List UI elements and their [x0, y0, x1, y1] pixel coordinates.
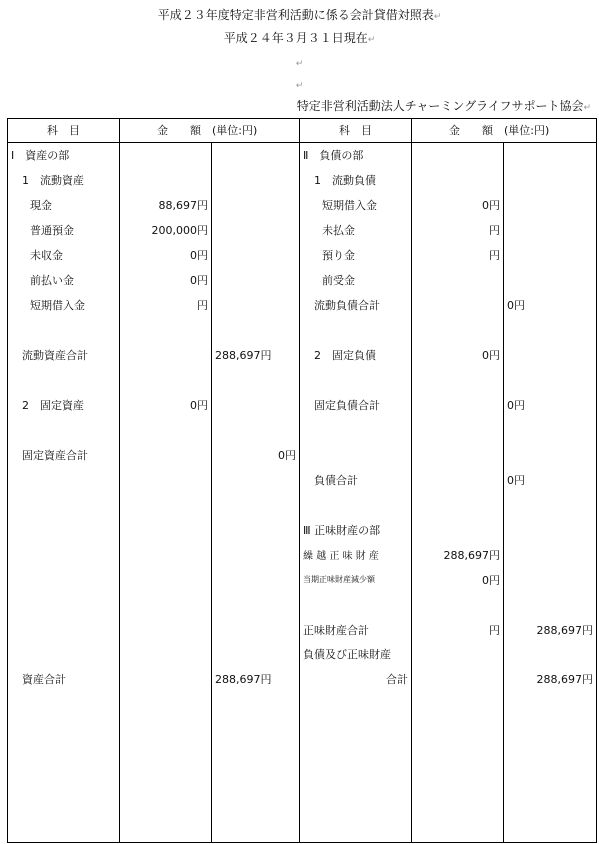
table-row [8, 392, 597, 417]
table-row [8, 492, 597, 517]
short-borrowing-value: 0円 [412, 193, 504, 218]
net-assets-total-value: 288,697円 [504, 617, 597, 642]
table-row [8, 567, 597, 592]
net-assets-total-label: 正味財産合計 [300, 617, 412, 642]
net-assets-decrease-value: 0円 [412, 567, 504, 592]
current-assets-total-value: 288,697円 [212, 343, 300, 368]
table-row [8, 742, 597, 767]
blank-line: ↵ [295, 59, 304, 69]
fixed-assets-total-value: 0円 [212, 442, 300, 467]
current-liabilities-heading: 1 流動負債 [300, 168, 412, 193]
table-row [8, 692, 597, 717]
fixed-liabilities-total-value: 0円 [504, 392, 597, 417]
table-row [8, 792, 597, 817]
unpaid-value: 円 [412, 218, 504, 243]
short-loan-value: 円 [120, 293, 212, 318]
net-assets-total-mid-value: 円 [412, 617, 504, 642]
balance-sheet-table [7, 118, 597, 843]
grand-total-label-line1: 負債及び正味財産 [300, 642, 412, 667]
fixed-assets-heading: 2 固定資産 [8, 392, 120, 417]
grand-total-label-line2: 合計 [300, 667, 412, 692]
assets-total-label: 資産合計 [8, 667, 120, 692]
document-date: 平成２４年３月３１日現在↵ [223, 31, 376, 45]
cash-label: 現金 [8, 193, 120, 218]
table-row [8, 617, 597, 642]
advance-received-label: 前受金 [300, 268, 412, 293]
receivable-value: 0円 [120, 243, 212, 268]
table-row [8, 417, 597, 442]
header-subject: 科 目 [300, 119, 412, 143]
current-liabilities-total-value: 0円 [504, 293, 597, 318]
cash-value: 88,697円 [120, 193, 212, 218]
fixed-assets-total-label: 固定資産合計 [8, 442, 120, 467]
short-borrowing-label: 短期借入金 [300, 193, 412, 218]
carried-net-assets-label: 繰 越 正 味 財 産 [300, 542, 412, 567]
fixed-assets-value: 0円 [120, 392, 212, 417]
prepaid-label: 前払い金 [8, 268, 120, 293]
table-row [8, 293, 597, 318]
table-row [8, 142, 597, 167]
table-row [8, 767, 597, 792]
table-row [8, 592, 597, 617]
short-loan-label: 短期借入金 [8, 293, 120, 318]
current-liabilities-total-label: 流動負債合計 [300, 293, 412, 318]
table-row [8, 717, 597, 742]
receivable-label: 未収金 [8, 243, 120, 268]
table-row [8, 368, 597, 393]
table-row [8, 517, 597, 542]
table-row [8, 168, 597, 193]
carried-net-assets-value: 288,697円 [412, 542, 504, 567]
liabilities-total-label: 負債合計 [300, 467, 412, 492]
fixed-liabilities-value: 0円 [412, 343, 504, 368]
net-assets-decrease-label: 当期正味財産減少額 [300, 567, 412, 592]
prepaid-value: 0円 [120, 268, 212, 293]
deposits-received-label: 預り金 [300, 243, 412, 268]
net-assets-section: Ⅲ 正味財産の部 [300, 517, 412, 542]
table-row [8, 193, 597, 218]
current-assets-heading: 1 流動資産 [8, 168, 120, 193]
deposit-label: 普通預金 [8, 218, 120, 243]
liabilities-section: Ⅱ 負債の部 [300, 142, 412, 167]
table-row [8, 817, 597, 843]
assets-section: Ⅰ 資産の部 [8, 142, 120, 167]
organization-name: 特定非営利活動法人チャーミングライフサポート協会↵ [296, 99, 591, 113]
liabilities-total-value: 0円 [504, 467, 597, 492]
header-amount: 金 額 (単位:円) [412, 119, 597, 143]
table-row [8, 642, 597, 667]
table-row [8, 467, 597, 492]
table-row [8, 442, 597, 467]
blank-line: ↵ [295, 81, 304, 91]
fixed-liabilities-heading: 2 固定負債 [300, 343, 412, 368]
deposit-value: 200,000円 [120, 218, 212, 243]
table-header-row [8, 119, 597, 143]
unpaid-label: 未払金 [300, 218, 412, 243]
table-row [8, 667, 597, 692]
fixed-liabilities-total-label: 固定負債合計 [300, 392, 412, 417]
current-assets-total-label: 流動資産合計 [8, 343, 120, 368]
assets-total-value: 288,697円 [212, 667, 300, 692]
header-amount: 金 額 (単位:円) [120, 119, 300, 143]
deposits-received-value: 円 [412, 243, 504, 268]
header-subject: 科 目 [8, 119, 120, 143]
table-row [8, 243, 597, 268]
grand-total-value: 288,697円 [504, 667, 597, 692]
table-row [8, 318, 597, 343]
table-row [8, 542, 597, 567]
table-row [8, 343, 597, 368]
table-row [8, 218, 597, 243]
document-title: 平成２３年度特定非営利活動に係る会計貸借対照表↵ [157, 8, 442, 22]
table-row [8, 268, 597, 293]
